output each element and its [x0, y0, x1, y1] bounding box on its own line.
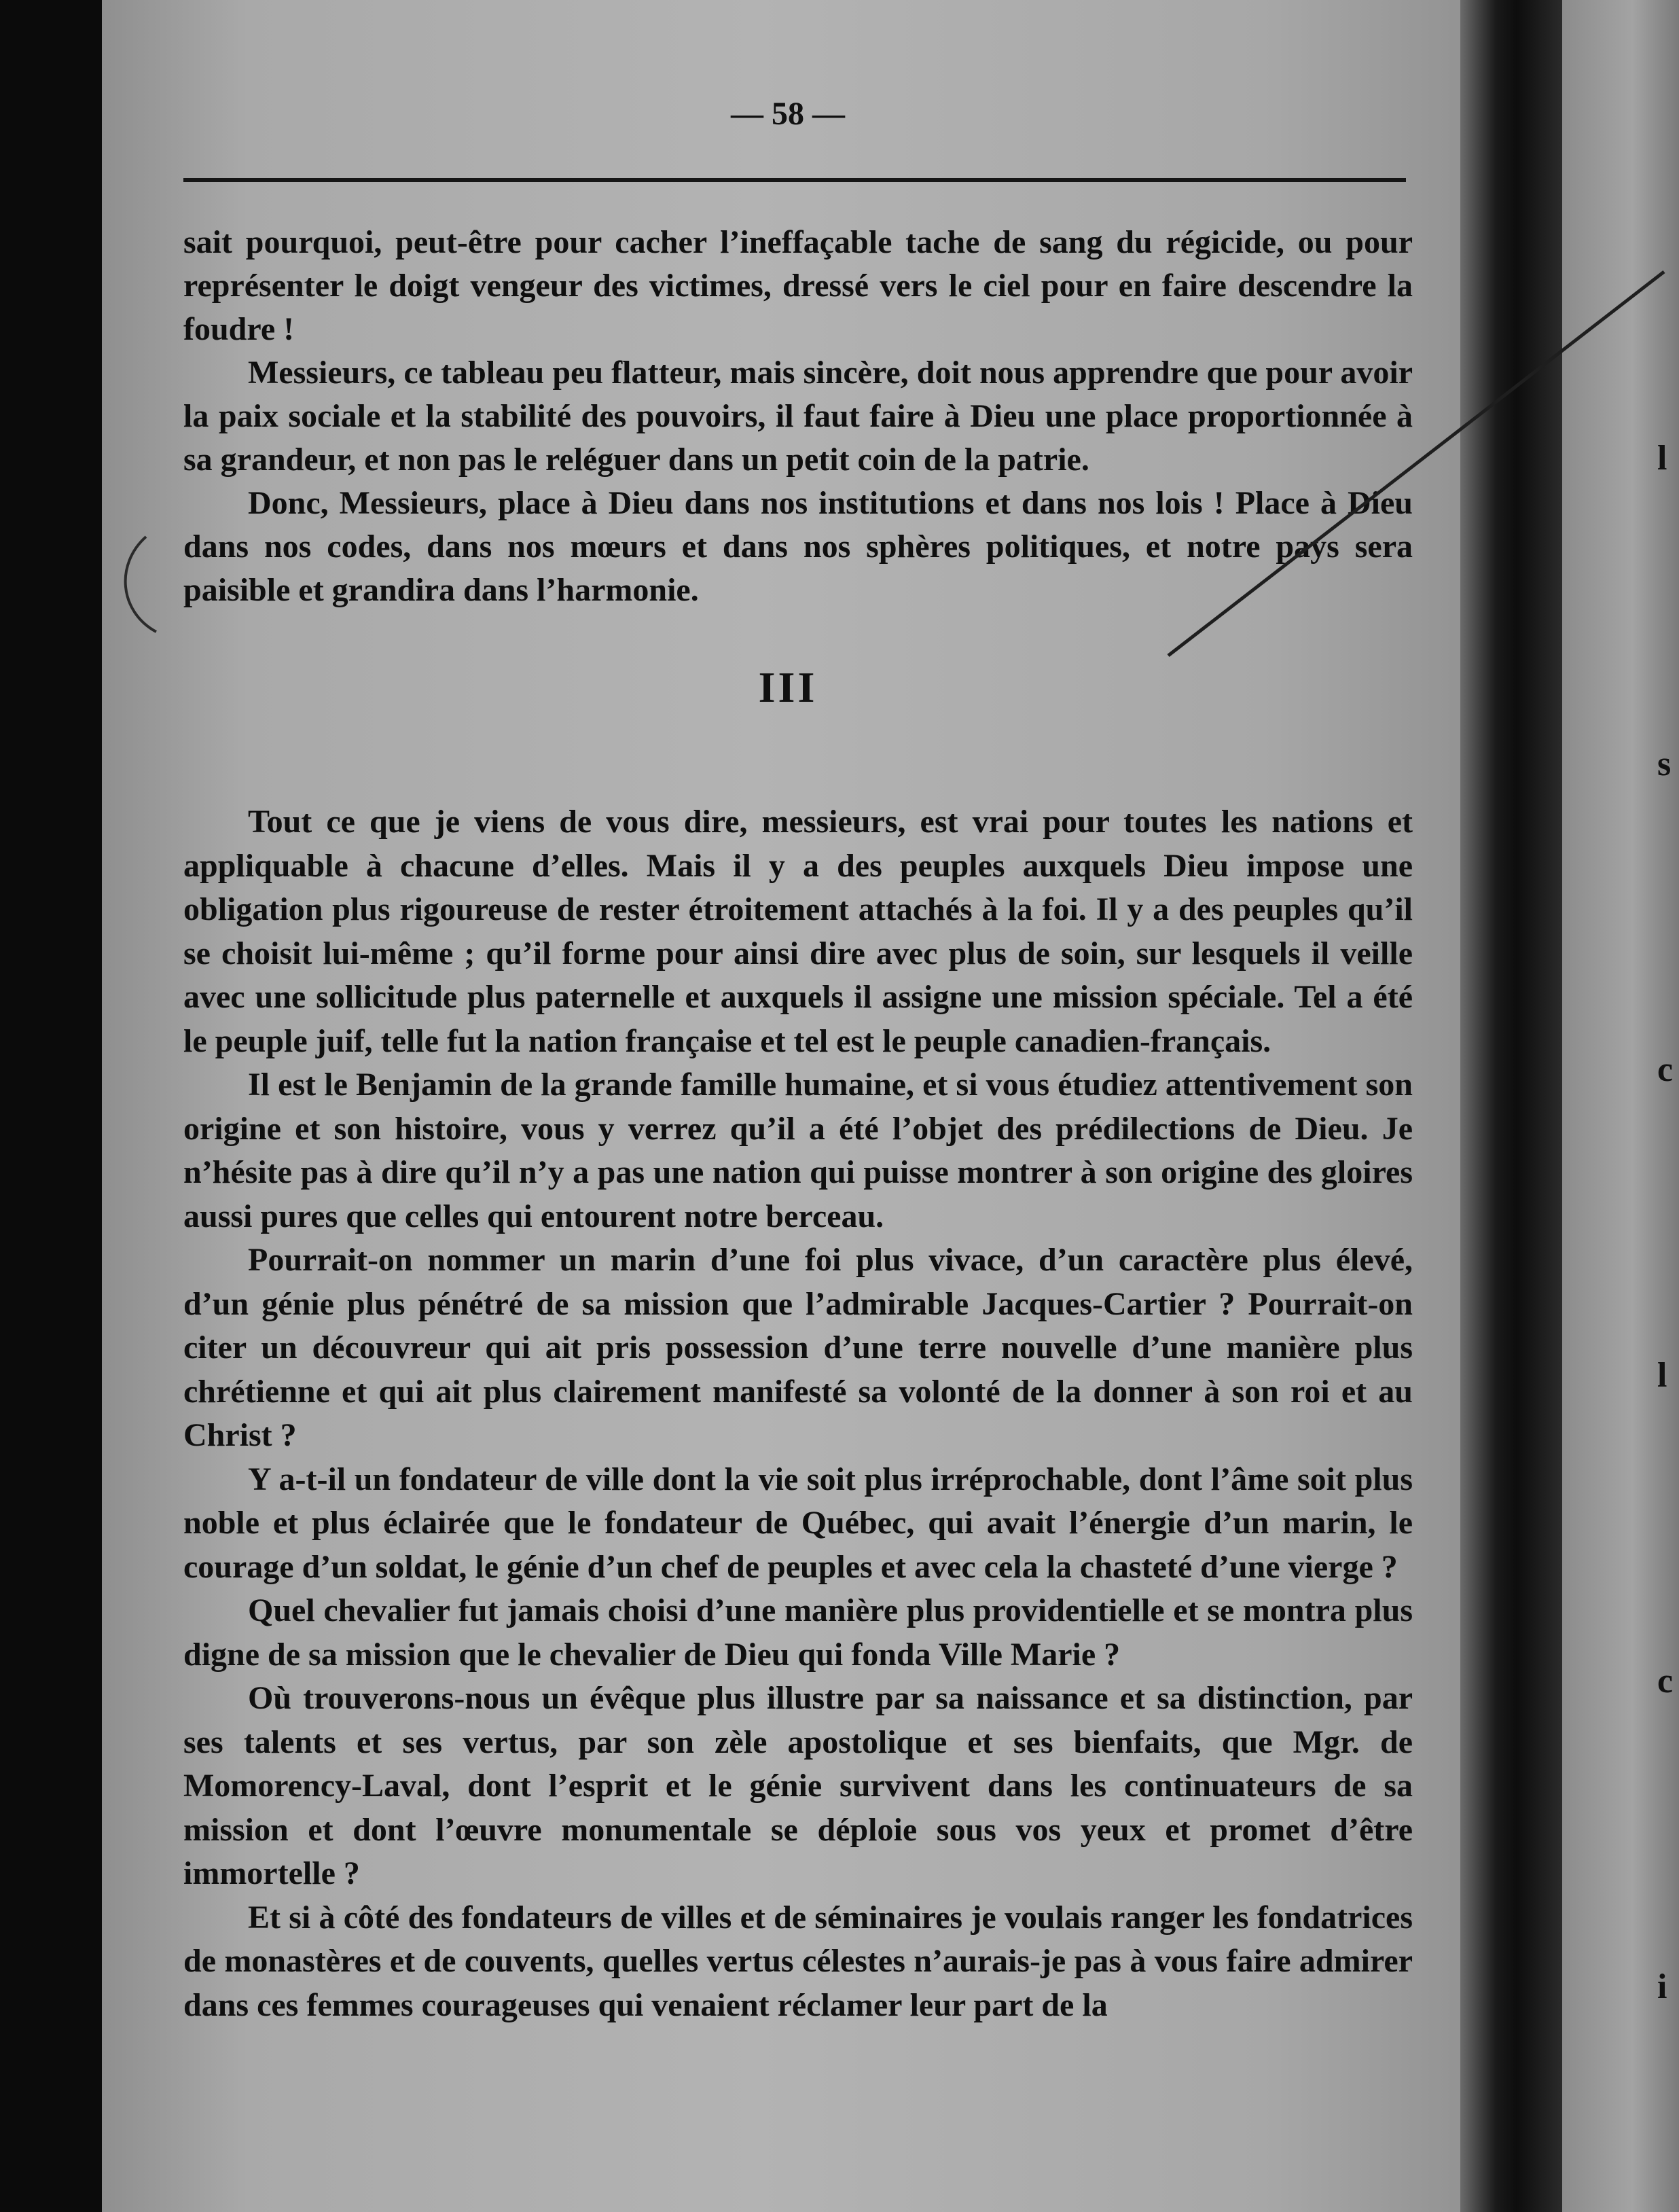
page-number: — 58 —	[731, 96, 845, 132]
paragraph: Il est le Benjamin de la grande famille humaine, et si vous étudiez attentivement son origine et son histoire, vous y verrez qu’il a été l’objet des prédilections de Dieu. Je n’hésite pas à dire qu’il n’y a pas une nation qui puisse montrer à son origine des gloires aussi pures que celles qui entourent notre berceau.	[183, 1067, 1413, 1234]
paragraph: sait pourquoi, peut-être pour cacher l’ineffaçable tache de sang du régicide, ou pour représenter le doigt vengeur des victimes, dressé vers le ciel pour en faire descendre la foudre !	[183, 224, 1413, 347]
paragraph: Pourrait-on nommer un marin d’une foi plus vivace, d’un caractère plus élevé, d’un génie plus pénétré de sa mission que l’admirable Jacques-Cartier ? Pourrait-on citer un découvreur qui ait pris possession d’une terre nouvelle d’une manière plus chrétienne et qui ait plus clairement manifesté sa volonté de la donner à son roi et au Christ ?	[183, 1242, 1413, 1453]
facing-letter: s	[1657, 745, 1672, 783]
paragraph: Quel chevalier fut jamais choisi d’une manière plus providentielle et se montra plus digne de sa mission que le chevalier de Dieu qui fonda Ville Marie ?	[183, 1592, 1413, 1673]
section-heading: III	[758, 663, 818, 711]
paragraph: Tout ce que je viens de vous dire, messieurs, est vrai pour toutes les nations et appliquable à chacune d’elles. Mais il y a des peuples auxquels Dieu impose une obligation plus rigoureuse de rester étroitement attachés à la foi. Il y a des peuples qu’il se choisit lui-même ; qu’il forme pour ainsi dire avec plus de soin, sur lesquels il veille avec une sollicitude plus paternelle et auxquels il assigne une mission spéciale. Tel a été le peuple juif, telle fut la nation française et tel est le peuple canadien-français.	[183, 804, 1413, 1059]
facing-page-letters	[1657, 204, 1678, 2140]
top-text-block	[183, 221, 1413, 612]
body-text-block	[183, 800, 1413, 2027]
paragraph: Y a-t-il un fondateur de ville dont la vie soit plus irréprochable, dont l’âme soit plus noble et plus éclairée que le fondateur de Québec, qui avait l’énergie d’un marin, le courage d’un soldat, le génie d’un chef de peuples et avec cela la chasteté d’une vierge ?	[183, 1461, 1413, 1585]
facing-letter: c	[1657, 1662, 1674, 1700]
paragraph: Et si à côté des fondateurs de villes et de séminaires je voulais ranger les fondatrices de monastères et de couvents, quelles vertus célestes n’aurais-je pas à vous faire admirer dans ces femmes courageuses qui venaient réclamer leur part de la	[183, 1899, 1413, 2023]
header-rule	[183, 178, 1406, 182]
facing-letter: i	[1657, 1967, 1667, 2006]
facing-letter: l	[1657, 1356, 1667, 1395]
facing-letter: l	[1657, 439, 1667, 478]
paragraph: Messieurs, ce tableau peu flatteur, mais sincère, doit nous apprendre que pour avoir la paix sociale et la stabilité des pouvoirs, il faut faire à Dieu une place proportionnée à sa grandeur, et non pas le reléguer dans un petit coin de la patrie.	[183, 355, 1413, 478]
paragraph: Donc, Messieurs, place à Dieu dans nos institutions et dans nos lois ! Place à Dieu dans nos codes, dans nos mœurs et dans nos sphères politiques, et notre pays sera paisible et grandira dans l’harmonie.	[183, 485, 1413, 608]
facing-letter: c	[1657, 1050, 1674, 1089]
book-gutter	[1460, 0, 1562, 2212]
paragraph: Où trouverons-nous un évêque plus illustre par sa naissance et sa distinction, par ses talents et ses vertus, par son zèle apostolique et ses bienfaits, que Mgr. de Momorency-Laval, dont l’esprit et le génie survivent dans les continuateurs de sa mission et dont l’œuvre monumentale se déploie sous vos yeux et promet d’être immortelle ?	[183, 1680, 1413, 1891]
